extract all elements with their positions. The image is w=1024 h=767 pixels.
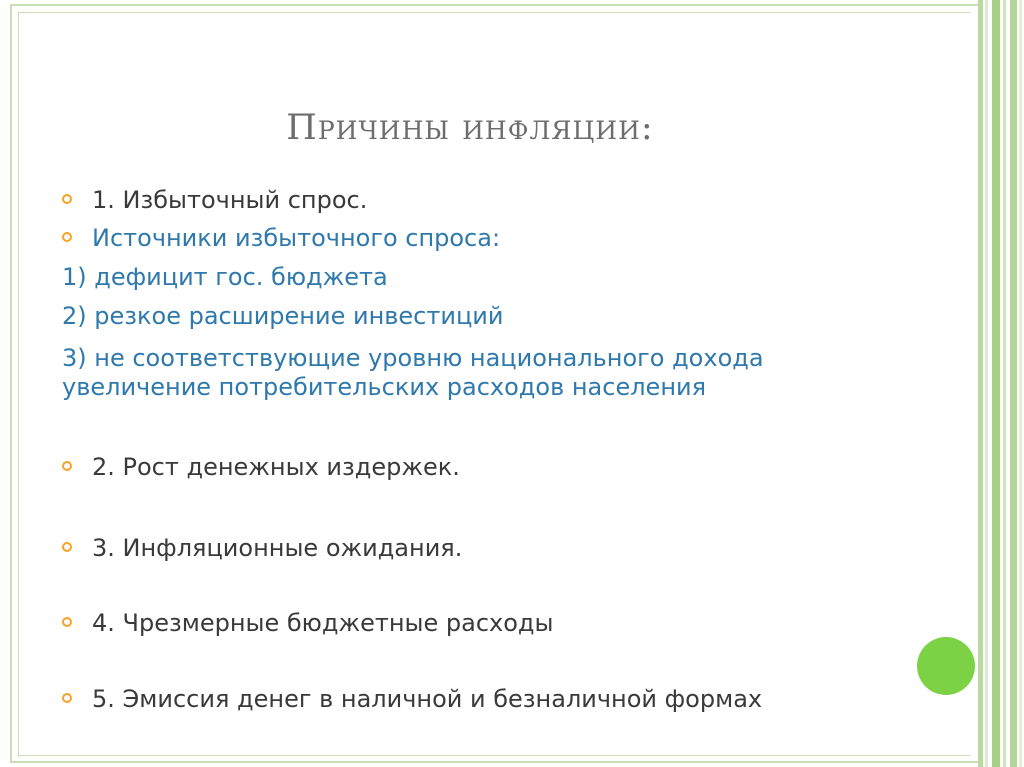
list-item-text: 5. Эмиссия денег в наличной и безналичной формах (92, 685, 763, 713)
list-item-text: 3. Инфляционные ожидания. (92, 534, 463, 562)
list-item-text: 2. Рост денежных издержек. (92, 453, 460, 481)
slide-title: Причины инфляции: (286, 108, 654, 148)
ring-bullet-icon (62, 232, 72, 242)
decor-stripe (1010, 0, 1017, 767)
sub-item: 3) не соответствующие уровню национального дохода (62, 344, 764, 372)
sub-item: 1) дефицит гос. бюджета (62, 263, 388, 291)
list-item-text: 4. Чрезмерные бюджетные расходы (92, 609, 554, 637)
ring-bullet-icon (62, 194, 72, 204)
border-top-inner (18, 12, 970, 13)
border-bottom-outer (10, 761, 978, 763)
ring-bullet-icon (62, 693, 72, 703)
decor-stripe (992, 0, 1000, 767)
ring-bullet-icon (62, 542, 72, 552)
green-circle-decoration (917, 637, 975, 695)
decor-stripe (985, 0, 988, 767)
decor-stripe (1003, 0, 1006, 767)
decor-stripe (978, 0, 983, 767)
decor-stripe (1019, 0, 1022, 767)
list-item-text: 1. Избыточный спрос. (92, 186, 368, 214)
ring-bullet-icon (62, 461, 72, 471)
list-item-text: Источники избыточного спроса: (92, 224, 501, 252)
sub-item-continuation: увеличение потребительских расходов населения (62, 373, 707, 401)
sub-item: 2) резкое расширение инвестиций (62, 302, 504, 330)
border-top-outer (10, 4, 978, 6)
ring-bullet-icon (62, 617, 72, 627)
border-bottom-inner (18, 755, 970, 756)
